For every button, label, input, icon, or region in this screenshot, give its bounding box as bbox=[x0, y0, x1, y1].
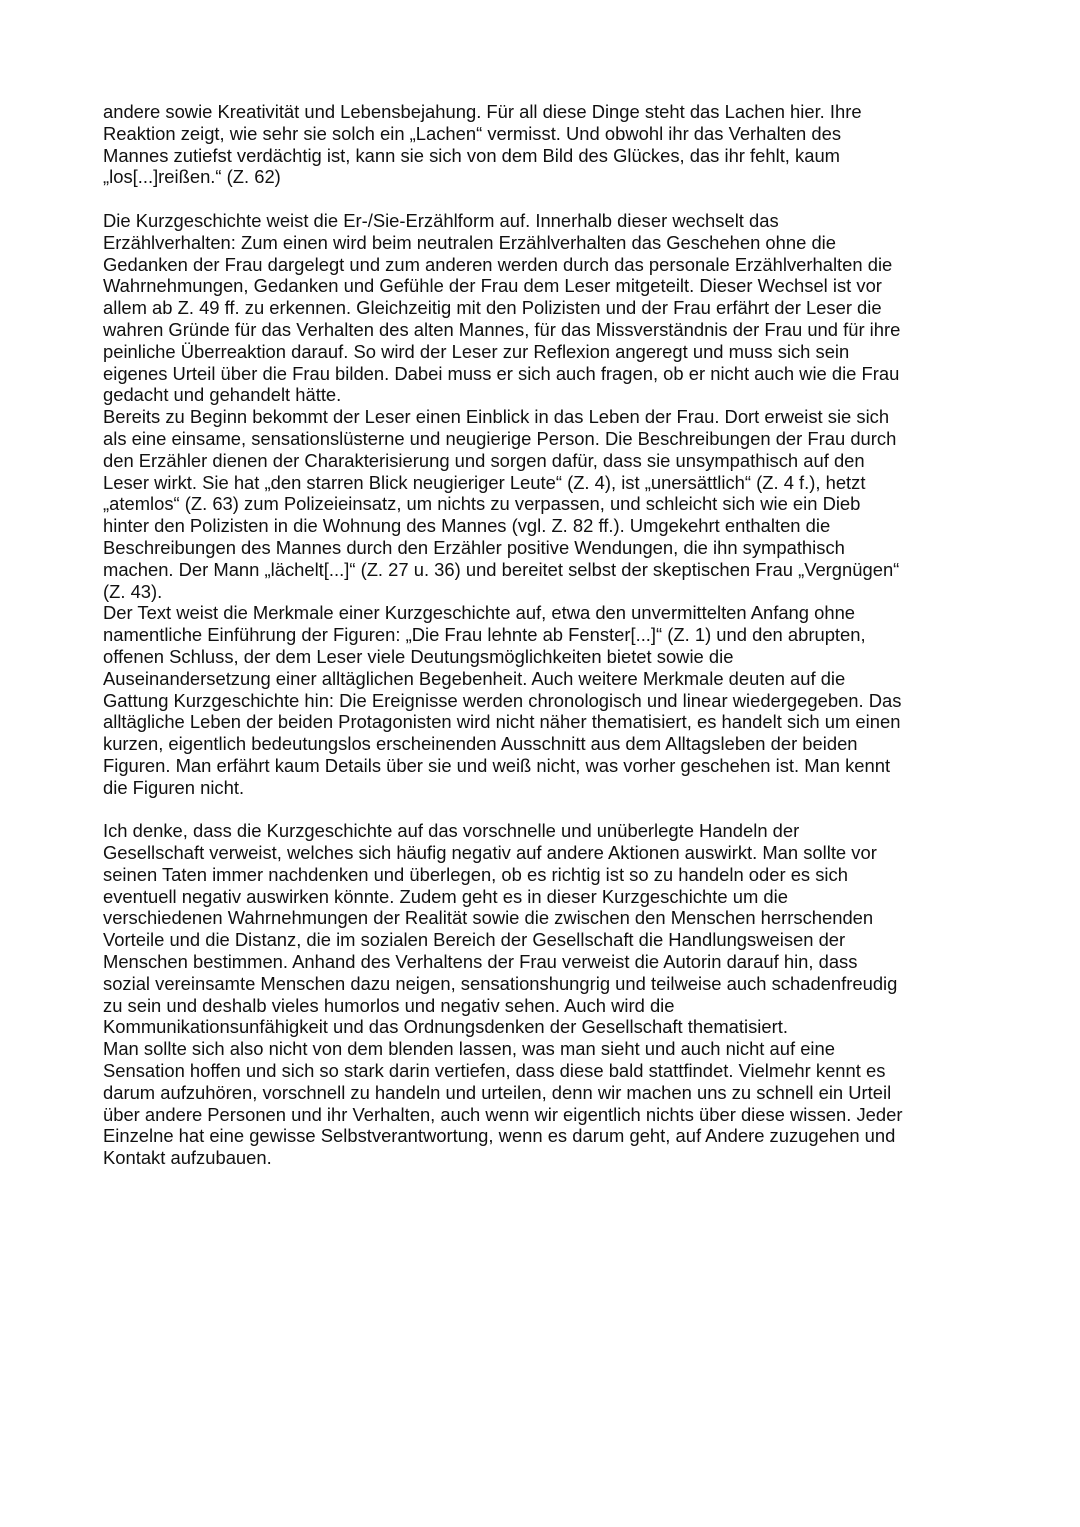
text-line: andere sowie Kreativität und Lebensbejahung. Für all diese Dinge steht das Lachen hier. Ihre bbox=[103, 101, 862, 122]
text-line: Kommunikationsunfähigkeit und das Ordnungsdenken der Gesellschaft thematisiert. bbox=[103, 1016, 788, 1038]
text-line: Gattung Kurzgeschichte hin: Die Ereignisse werden chronologisch und linear wiedergegeben. Das bbox=[103, 689, 902, 711]
text-line: Gedanken der Frau dargelegt und zum anderen werden durch das personale Erzählverhalten die bbox=[103, 253, 893, 275]
document-body bbox=[103, 101, 983, 1169]
text-line: Der Text weist die Merkmale einer Kurzgeschichte auf, etwa den unvermittelten Anfang ohne bbox=[103, 602, 856, 624]
text-line: Wahrnehmungen, Gedanken und Gefühle der Frau dem Leser mitgeteilt. Dieser Wechsel ist vor bbox=[103, 275, 882, 297]
text-line: als eine einsame, sensationslüsterne und neugierige Person. Die Beschreibungen der Frau durch bbox=[103, 427, 897, 449]
paragraph-spacer bbox=[103, 799, 983, 821]
text-line: Ich denke, dass die Kurzgeschichte auf das vorschnelle und unüberlegte Handeln der bbox=[103, 820, 800, 842]
text-line: verschiedenen Wahrnehmungen der Realität sowie die zwischen den Menschen herrschenden bbox=[103, 907, 874, 929]
text-line: darum aufzuhören, vorschnell zu handeln und urteilen, denn wir machen uns zu schnell ein Urteil bbox=[103, 1081, 892, 1103]
paragraph bbox=[103, 602, 983, 798]
text-line: (Z. 43). bbox=[103, 580, 163, 602]
text-line: Sensation hoffen und sich so stark darin vertiefen, dass diese bald stattfindet. Vielmehr kennt es bbox=[103, 1060, 886, 1082]
text-line: Auseinandersetzung einer alltäglichen Begebenheit. Auch weitere Merkmale deuten auf die bbox=[103, 667, 846, 689]
text-line: zu sein und deshalb vieles humorlos und negativ sehen. Auch wird die bbox=[103, 994, 675, 1016]
text-line: kurzen, eigentlich bedeutungslos erscheinenden Ausschnitt aus dem Alltagsleben der beiden bbox=[103, 733, 858, 755]
text-line: über andere Personen und ihr Verhalten, auch wenn wir eigentlich nichts über diese wissen. Jeder bbox=[103, 1103, 903, 1125]
text-line: Bereits zu Beginn bekommt der Leser einen Einblick in das Leben der Frau. Dort erweist sie sich bbox=[103, 406, 890, 428]
text-line: die Figuren nicht. bbox=[103, 776, 245, 798]
text-line: Gesellschaft verweist, welches sich häufig negativ auf andere Aktionen auswirkt. Man sollte vor bbox=[103, 842, 877, 864]
paragraph-spacer bbox=[103, 188, 983, 210]
text-line: seinen Taten immer nachdenken und überlegen, ob es richtig ist so zu handeln oder es sich bbox=[103, 863, 848, 885]
text-line: sozial vereinsamte Menschen dazu neigen, sensationshungrig und teilweise auch schadenfreudig bbox=[103, 972, 898, 994]
text-line: alltägliche Leben der beiden Protagonisten wird nicht näher thematisiert, es handelt sich um einen bbox=[103, 711, 901, 733]
text-line: Kontakt aufzubauen. bbox=[103, 1147, 272, 1169]
text-line: den Erzähler dienen der Charakterisierung und sorgen dafür, dass sie unsympathisch auf den bbox=[103, 449, 865, 471]
text-line: Figuren. Man erfährt kaum Details über sie und weiß nicht, was vorher geschehen ist. Man kennt bbox=[103, 754, 891, 776]
text-line: Beschreibungen des Mannes durch den Erzähler positive Wendungen, die ihn sympathisch bbox=[103, 536, 845, 558]
paragraph bbox=[103, 101, 983, 188]
text-line: gedacht und gehandelt hätte. bbox=[103, 384, 342, 406]
text-line: machen. Der Mann „lächelt[...]“ (Z. 27 u. 36) und bereitet selbst der skeptischen Frau „Vergnügen“ bbox=[103, 558, 900, 580]
paragraph bbox=[103, 210, 983, 406]
text-line: eigenes Urteil über die Frau bilden. Dabei muss er sich auch fragen, ob er nicht auch wie die Frau bbox=[103, 362, 900, 384]
text-line: Man sollte sich also nicht von dem blenden lassen, was man sieht und auch nicht auf eine bbox=[103, 1038, 835, 1060]
text-line: peinliche Überreaktion darauf. So wird der Leser zur Reflexion angeregt und muss sich sein bbox=[103, 340, 850, 362]
text-line: Vorteile und die Distanz, die im sozialen Bereich der Gesellschaft die Handlungsweisen der bbox=[103, 929, 846, 951]
text-line: „atemlos“ (Z. 63) zum Polizeieinsatz, um nichts zu verpassen, und schleicht sich wie ein Dieb bbox=[103, 493, 861, 515]
text-line: Mannes zutiefst verdächtig ist, kann sie sich von dem Bild des Glückes, das ihr fehlt, kaum bbox=[103, 144, 840, 166]
text-line: Menschen bestimmen. Anhand des Verhaltens der Frau verweist die Autorin darauf hin, dass bbox=[103, 951, 858, 973]
paragraph bbox=[103, 1038, 983, 1169]
text-line: allem ab Z. 49 ff. zu erkennen. Gleichzeitig mit den Polizisten und der Frau erfährt der Leser die bbox=[103, 297, 882, 319]
text-line: eventuell negativ auswirken könnte. Zudem geht es in dieser Kurzgeschichte um die bbox=[103, 885, 788, 907]
text-line: Die Kurzgeschichte weist die Er-/Sie-Erzählform auf. Innerhalb dieser wechselt das bbox=[103, 209, 779, 231]
text-line: wahren Gründe für das Verhalten des alten Mannes, für das Missverständnis der Frau und für ihre bbox=[103, 318, 901, 340]
text-line: „los[...]reißen.“ (Z. 62) bbox=[103, 166, 281, 188]
text-line: Erzählverhalten: Zum einen wird beim neutralen Erzählverhalten das Geschehen ohne die bbox=[103, 231, 836, 253]
text-line: offenen Schluss, der dem Leser viele Deutungsmöglichkeiten bietet sowie die bbox=[103, 645, 734, 667]
text-line: namentliche Einführung der Figuren: „Die Frau lehnte ab Fenster[...]“ (Z. 1) und den abrupten, bbox=[103, 624, 866, 646]
text-line: Einzelne hat eine gewisse Selbstverantwortung, wenn es darum geht, auf Andere zuzugehen und bbox=[103, 1125, 896, 1147]
text-line: Leser wirkt. Sie hat „den starren Blick neugieriger Leute“ (Z. 4), ist „unersättlich“ (Z. 4 f.), hetzt bbox=[103, 471, 866, 493]
text-line: hinter den Polizisten in die Wohnung des Mannes (vgl. Z. 82 ff.). Umgekehrt enthalten die bbox=[103, 515, 831, 537]
paragraph bbox=[103, 406, 983, 602]
text-line: Reaktion zeigt, wie sehr sie solch ein „Lachen“ vermisst. Und obwohl ihr das Verhalten des bbox=[103, 122, 842, 144]
paragraph bbox=[103, 820, 983, 1038]
